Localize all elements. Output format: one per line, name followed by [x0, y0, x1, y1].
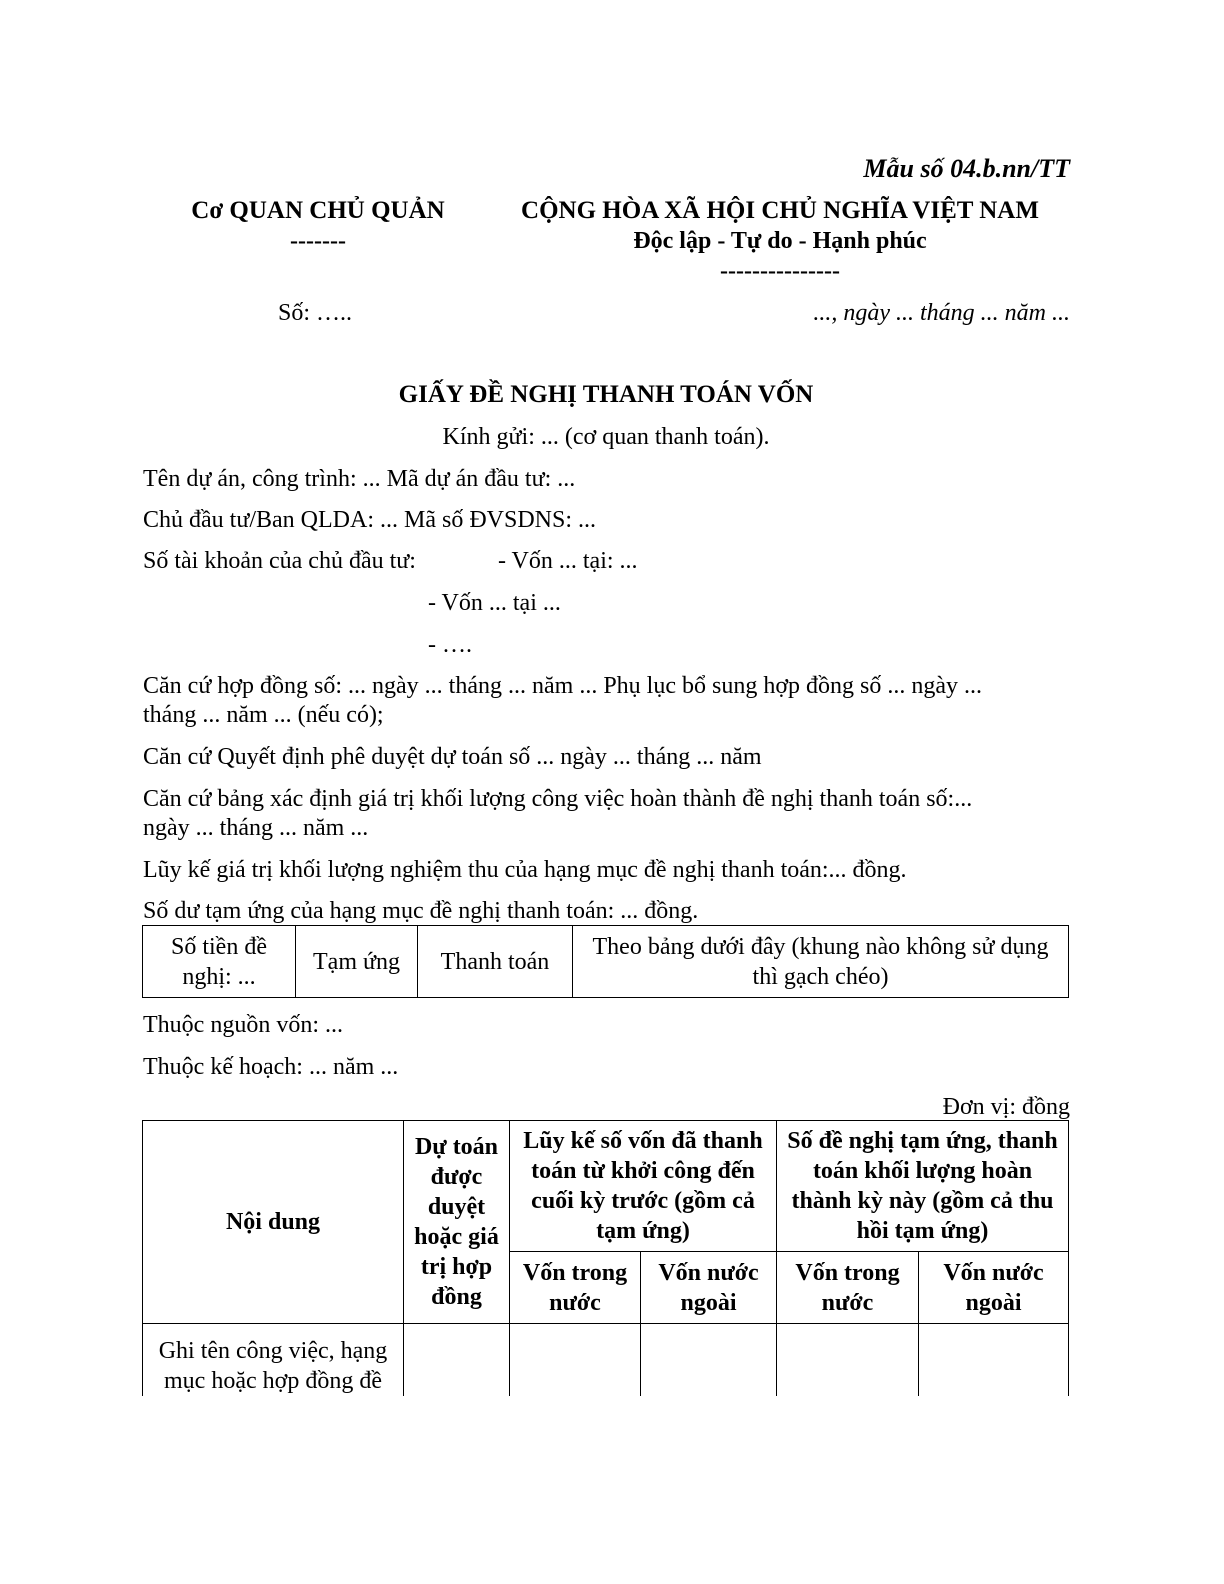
form-code: Mẫu số 04.b.nn/TT	[863, 154, 1070, 183]
request-amount-label-1: Số tiền đề	[171, 933, 267, 960]
proposed-domestic-label-1: Vốn trong	[795, 1259, 900, 1286]
document-number: Số: …..	[278, 300, 353, 326]
accumulated-line: Lũy kế giá trị khối lượng nghiệm thu của hạng mục đề nghị thanh toán:... đồng.	[143, 857, 907, 883]
accum-domestic-label-2: nước	[549, 1289, 601, 1316]
proposed-label-4: hồi tạm ứng)	[856, 1218, 989, 1244]
advance-balance-line: Số dư tạm ứng của hạng mục đề nghị thanh toán: ... đồng.	[143, 898, 699, 924]
row-accum-foreign-cell	[641, 1324, 777, 1397]
accumulated-label-1: Lũy kế số vốn đã thanh	[523, 1128, 763, 1154]
request-amount-label-2: nghị: ...	[182, 963, 256, 990]
accum-foreign-label-2: ngoài	[680, 1289, 737, 1316]
account-line-2: - Vốn ... tại ...	[428, 590, 561, 616]
request-note-2: thì gạch chéo)	[752, 963, 889, 990]
decision-line: Căn cứ Quyết định phê duyệt dự toán số ... ngày ... tháng ... năm	[143, 744, 762, 770]
estimate-label-2: được	[430, 1164, 483, 1190]
contract-line-2: tháng ... năm ... (nếu có);	[143, 702, 384, 728]
estimate-label-4: hoặc giá	[414, 1224, 499, 1250]
row-proposed-foreign-cell	[919, 1324, 1069, 1397]
estimate-label-1: Dự toán	[414, 1134, 499, 1160]
project-line: Tên dự án, công trình: ... Mã dự án đầu tư: ...	[143, 466, 576, 492]
row-accum-domestic-cell	[510, 1324, 641, 1397]
document-title: GIẤY ĐỀ NGHỊ THANH TOÁN VỐN	[398, 381, 814, 408]
payment-table	[142, 1120, 1069, 1396]
estimate-label-6: đồng	[431, 1284, 482, 1310]
agency-rule: -------	[290, 228, 346, 254]
accum-domestic-header	[510, 1252, 641, 1324]
proposed-foreign-label-1: Vốn nước	[943, 1259, 1044, 1286]
nation-title: CỘNG HÒA XÃ HỘI CHỦ NGHĨA VIỆT NAM	[521, 197, 1039, 224]
request-advance-cell: Tạm ứng	[296, 926, 418, 998]
row-estimate-cell	[404, 1324, 510, 1397]
accum-foreign-header	[641, 1252, 777, 1324]
estimate-label-5: trị hợp	[420, 1254, 493, 1280]
content-header: Nội dung	[143, 1121, 404, 1324]
row-content-line-2: mục hoặc hợp đồng đề	[164, 1368, 382, 1394]
basis-line-1: Căn cứ bảng xác định giá trị khối lượng công việc hoàn thành đề nghị thanh toán số:...	[143, 786, 973, 812]
account-line-3: - ….	[428, 632, 472, 658]
proposed-domestic-header	[777, 1252, 919, 1324]
proposed-label-2: toán khối lượng hoàn	[812, 1158, 1033, 1184]
estimate-header	[404, 1121, 510, 1324]
request-note-cell	[573, 926, 1069, 998]
unit-label: Đơn vị: đồng	[942, 1094, 1070, 1120]
accum-foreign-label-1: Vốn nước	[658, 1259, 759, 1286]
addressee: Kính gửi: ... (cơ quan thanh toán).	[442, 424, 770, 450]
request-note-1: Theo bảng dưới đây (khung nào không sử dụng	[592, 933, 1049, 960]
estimate-label-3: duyệt	[427, 1194, 486, 1220]
row-content-cell	[143, 1324, 404, 1397]
motto-rule: ---------------	[720, 258, 840, 284]
agency-name: Cơ QUAN CHỦ QUẢN	[191, 197, 445, 224]
request-payment-cell: Thanh toán	[418, 926, 573, 998]
motto: Độc lập - Tự do - Hạnh phúc	[633, 228, 927, 254]
row-proposed-domestic-cell	[777, 1324, 919, 1397]
plan-line: Thuộc kế hoạch: ... năm ...	[143, 1054, 399, 1080]
investor-line: Chủ đầu tư/Ban QLDA: ... Mã số ĐVSDNS: ...	[143, 507, 597, 533]
proposed-domestic-label-2: nước	[821, 1289, 874, 1316]
proposed-header	[777, 1121, 1069, 1252]
basis-line-2: ngày ... tháng ... năm ...	[143, 815, 369, 841]
accumulated-label-3: cuối kỳ trước (gồm cả	[531, 1188, 755, 1214]
account-line-1: - Vốn ... tại: ...	[498, 548, 638, 574]
accumulated-label-4: tạm ứng)	[596, 1218, 690, 1244]
proposed-label-3: thành kỳ này (gồm cả thu	[791, 1188, 1054, 1214]
accumulated-header	[510, 1121, 777, 1252]
request-table	[142, 925, 1069, 998]
source-line: Thuộc nguồn vốn: ...	[143, 1012, 343, 1038]
account-label: Số tài khoản của chủ đầu tư:	[143, 548, 416, 574]
proposed-foreign-header	[919, 1252, 1069, 1324]
proposed-label-1: Số đề nghị tạm ứng, thanh	[787, 1128, 1058, 1154]
accum-domestic-label-1: Vốn trong	[522, 1259, 628, 1286]
row-content-line-1: Ghi tên công việc, hạng	[158, 1338, 388, 1364]
document-date: ..., ngày ... tháng ... năm ...	[813, 300, 1070, 326]
contract-line-1: Căn cứ hợp đồng số: ... ngày ... tháng ... năm ... Phụ lục bổ sung hợp đồng số ... ngày ...	[143, 673, 983, 699]
accumulated-label-2: toán từ khởi công đến	[531, 1158, 755, 1184]
proposed-foreign-label-2: ngoài	[965, 1289, 1022, 1316]
request-amount-cell	[143, 926, 296, 998]
